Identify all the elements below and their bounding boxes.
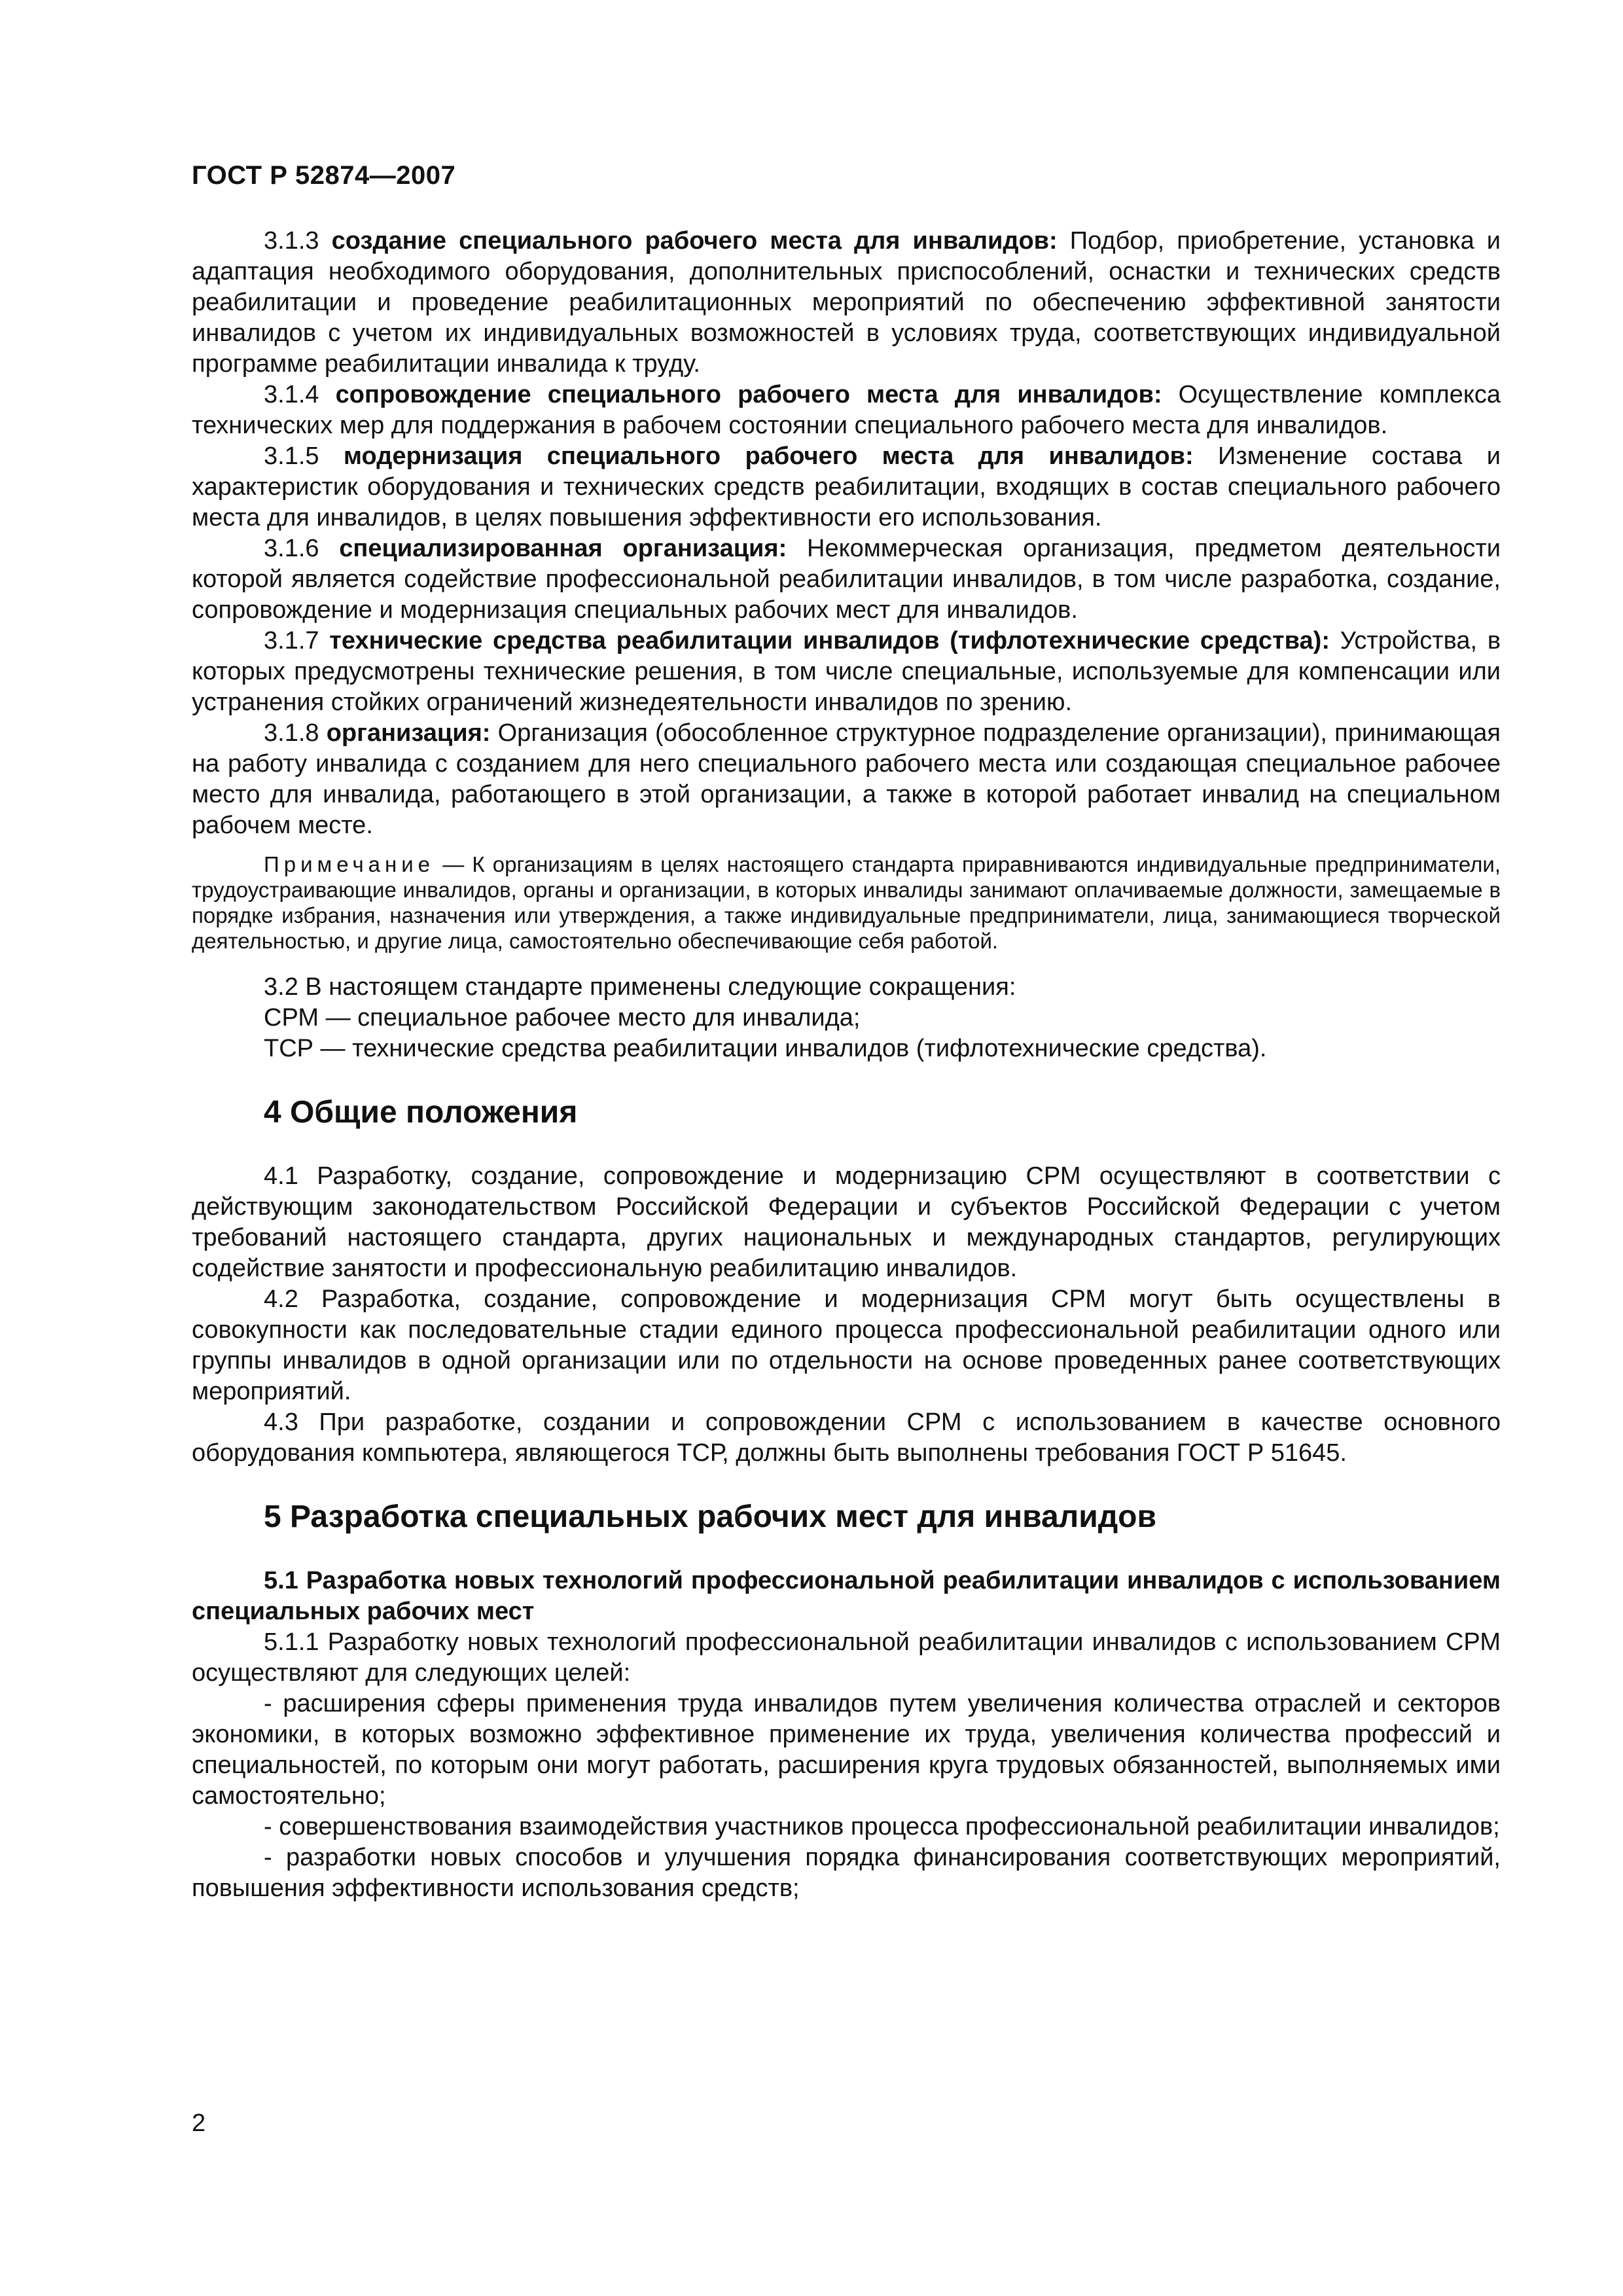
term-title: технические средства реабилитации инвалидов (тифлотехнические средства):: [329, 627, 1330, 655]
term-3-1-4: [192, 380, 1501, 441]
term-number: 3.1.7: [264, 627, 319, 655]
standard-code-header: ГОСТ Р 52874—2007: [192, 161, 456, 190]
abbreviations-intro: 3.2 В настоящем стандарте применены следующие сокращения:: [264, 973, 1016, 1001]
term-title: сопровождение специального рабочего места для инвалидов:: [335, 381, 1162, 408]
term-3-1-3: [192, 226, 1501, 380]
term-3-1-7: [192, 626, 1501, 718]
note-text: — К организациям в целях настоящего стандарта приравниваются индивидуальные предприниматели, трудоустраивающие инвалидов, органы и организации, в которых инвалиды занимают оплачиваемые должности, замещаемые в порядке избрания, назначения или утверждения, а также индивидуальные предприниматели, лица, занимающиеся творческой деятельностью, и другие лица, самостоятельно обеспечивающие себя работой.: [192, 852, 1501, 953]
paragraph-4-3: 4.3 При разработке, создании и сопровождении СРМ с использованием в качестве основного оборудования компьютера, являющегося ТСР, должны быть выполнены требования ГОСТ Р 51645.: [192, 1408, 1501, 1467]
document-body: [192, 226, 1501, 1904]
term-number: 3.1.3: [264, 227, 319, 255]
term-number: 3.1.6: [264, 535, 319, 562]
term-definition: Организация (обособленное структурное подразделение организации), принимающая на работу инвалида с созданием для него специального рабочего места или создающая специальное рабочее место для инвалида, работающего в этой организации, а также в которой работает инвалид на специальном рабочем месте.: [192, 719, 1501, 839]
term-definition: Некоммерческая организация, предметом деятельности которой является содействие профессиональной реабилитации инвалидов, в том числе разработка, создание, сопровождение и модернизация специальных рабочих мест для инвалидов.: [192, 535, 1501, 624]
term-title: модернизация специального рабочего места для инвалидов:: [343, 442, 1194, 470]
term-3-1-6: [192, 533, 1501, 626]
term-number: 3.1.5: [264, 442, 319, 470]
section-5-heading: 5 Разработка специальных рабочих мест для инвалидов: [264, 1499, 1156, 1534]
paragraph-4-1: 4.1 Разработку, создание, сопровождение и модернизацию СРМ осуществляют в соответствии с действующим законодательством Российской Федерации и субъектов Российской Федерации с учетом требований настоящего стандарта, других национальных и международных стандартов, регулирующих содействие занятости и профессиональную реабилитацию инвалидов.: [192, 1162, 1501, 1282]
abbreviation-item: СРМ — специальное рабочее место для инвалида;: [264, 1004, 861, 1031]
term-title: специализированная организация:: [339, 535, 787, 562]
paragraph-5-1-1: 5.1.1 Разработку новых технологий профессиональной реабилитации инвалидов с использованием СРМ осуществляют для следующих целей:: [192, 1628, 1501, 1687]
term-definition: Устройства, в которых предусмотрены технические решения, в том числе специальные, используемые для компенсации или устранения стойких ограничений жизнедеятельности инвалидов по зрению.: [192, 627, 1501, 716]
term-number: 3.1.8: [264, 719, 319, 747]
term-3-1-5: [192, 441, 1501, 533]
term-definition: Подбор, приобретение, установка и адаптация необходимого оборудования, дополнительных приспособлений, оснастки и технических средств реабилитации и проведение реабилитационных мероприятий по обеспечению эффективной занятости инвалидов с учетом их индивидуальных возможностей в условиях труда, соответствующих индивидуальной программе реабилитации инвалида к труду.: [192, 227, 1501, 378]
term-3-1-8: [192, 718, 1501, 841]
term-definition: Осуществление комплекса технических мер для поддержания в рабочем состоянии специального рабочего места для инвалидов.: [192, 381, 1501, 439]
paragraph-4-2: 4.2 Разработка, создание, сопровождение и модернизация СРМ могут быть осуществлены в совокупности как последовательные стадии единого процесса профессиональной реабилитации одного или группы инвалидов в одной организации или по отдельности на основе проведенных ранее соответствующих мероприятий.: [192, 1285, 1501, 1405]
term-number: 3.1.4: [264, 381, 319, 408]
list-item: - разработки новых способов и улучшения порядка финансирования соответствующих мероприятий, повышения эффективности использования средств;: [192, 1844, 1501, 1902]
list-item: - расширения сферы применения труда инвалидов путем увеличения количества отраслей и секторов экономики, в которых возможно эффективное применение их труда, увеличения количества профессий и специальностей, по которым они могут работать, расширения круга трудовых обязанностей, выполняемых ими самостоятельно;: [192, 1690, 1501, 1810]
note-label: Примечание: [264, 852, 435, 876]
abbreviation-item: ТСР — технические средства реабилитации инвалидов (тифлотехнические средства).: [264, 1035, 1267, 1062]
subsection-5-1-heading: 5.1 Разработка новых технологий профессиональной реабилитации инвалидов с использованием специальных рабочих мест: [192, 1567, 1501, 1625]
page-number: 2: [192, 2109, 206, 2137]
term-definition: Изменение состава и характеристик оборудования и технических средств реабилитации, входящих в состав специального рабочего места для инвалидов, в целях повышения эффективности его использования.: [192, 442, 1501, 531]
term-title: создание специального рабочего места для инвалидов:: [331, 227, 1058, 255]
section-4-heading: 4 Общие положения: [264, 1095, 578, 1130]
note-paragraph: [192, 852, 1501, 954]
term-title: организация:: [326, 719, 491, 747]
list-item: - совершенствования взаимодействия участников процесса профессиональной реабилитации инвалидов;: [264, 1813, 1500, 1840]
